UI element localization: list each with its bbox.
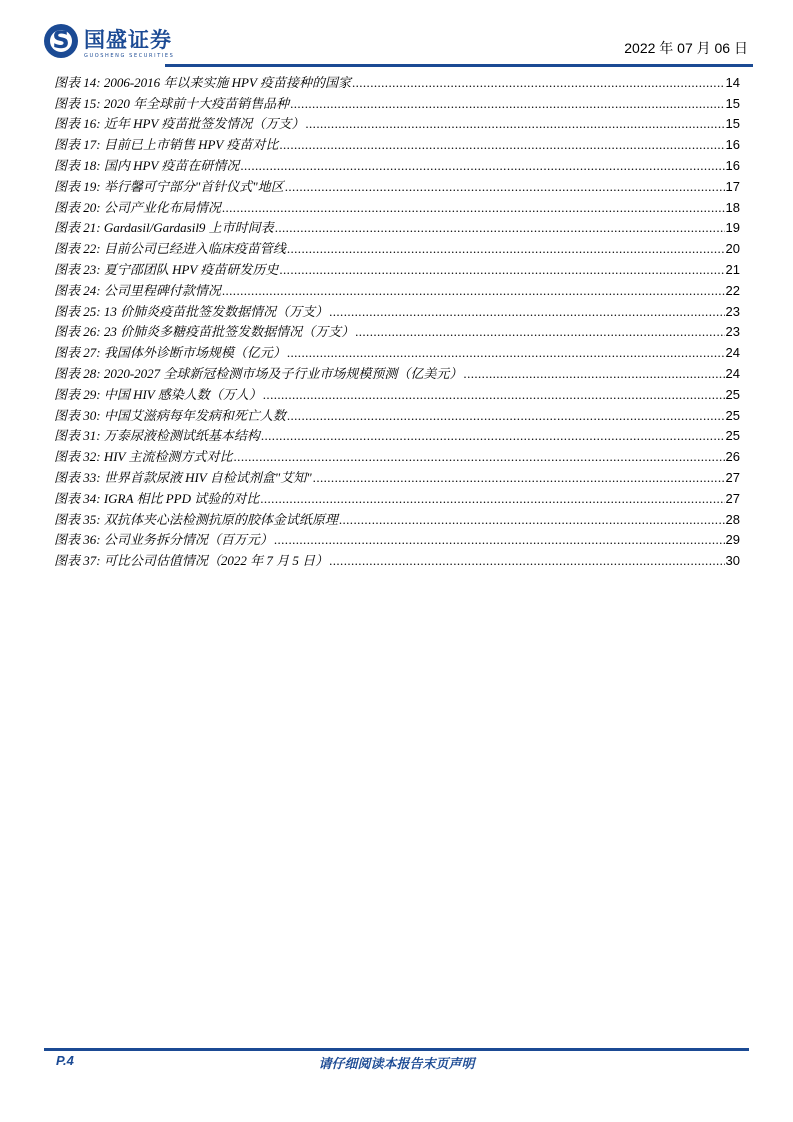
- toc-entry-page: 14: [725, 74, 740, 90]
- toc-leader-dots: [240, 158, 724, 174]
- toc-leader-dots: [313, 470, 725, 486]
- toc-entry-page: 20: [725, 241, 740, 257]
- toc-entry[interactable]: [54, 70, 740, 91]
- page-number: P.4: [56, 1053, 74, 1068]
- toc-leader-dots: [339, 512, 725, 528]
- toc-entry-page: 29: [725, 532, 740, 548]
- toc-entry-label: 图表 37: 可比公司估值情况（2022 年 7 月 5 日）: [54, 553, 329, 569]
- toc-leader-dots: [260, 491, 724, 507]
- toc-entry[interactable]: [54, 340, 740, 361]
- toc-entry[interactable]: [54, 465, 740, 486]
- toc-entry[interactable]: [54, 132, 740, 153]
- header-divider: [165, 64, 753, 67]
- toc-leader-dots: [287, 345, 725, 361]
- toc-entry-page: 19: [725, 220, 740, 236]
- toc-entry-label: 图表 18: 国内 HPV 疫苗在研情况: [54, 157, 240, 173]
- toc-entry-page: 25: [725, 386, 740, 402]
- toc-leader-dots: [263, 387, 725, 403]
- toc-entry[interactable]: [54, 444, 740, 465]
- toc-entry[interactable]: [54, 257, 740, 278]
- toc-entry-label: 图表 28: 2020-2027 全球新冠检测市场及子行业市场规模预测（亿美元）: [54, 365, 463, 381]
- toc-entry-label: 图表 23: 夏宁邵团队 HPV 疫苗研发历史: [54, 261, 279, 277]
- toc-entry-label: 图表 19: 举行馨可宁部分"首针仪式"地区: [54, 178, 284, 194]
- toc-entry[interactable]: [54, 299, 740, 320]
- toc-entry-page: 17: [725, 178, 740, 194]
- toc-leader-dots: [279, 262, 724, 278]
- toc-leader-dots: [463, 366, 724, 382]
- toc-entry-page: 21: [725, 261, 740, 277]
- toc-entry[interactable]: [54, 403, 740, 424]
- toc-leader-dots: [287, 241, 725, 257]
- toc-entry-label: 图表 17: 目前已上市销售 HPV 疫苗对比: [54, 137, 279, 153]
- toc-entry-label: 图表 25: 13 价肺炎疫苗批签发数据情况（万支）: [54, 303, 329, 319]
- toc-entry-page: 27: [725, 469, 740, 485]
- toc-entry-label: 图表 32: HIV 主流检测方式对比: [54, 449, 233, 465]
- toc-entry-label: 图表 27: 我国体外诊断市场规模（亿元）: [54, 345, 286, 361]
- toc-leader-dots: [261, 428, 725, 444]
- toc-entry-label: 图表 29: 中国 HIV 感染人数（万人）: [54, 386, 262, 402]
- toc-entry[interactable]: [54, 507, 740, 528]
- toc-leader-dots: [329, 553, 724, 569]
- toc-entry-label: 图表 33: 世界首款尿液 HIV 自检试剂盒"艾知": [54, 469, 312, 485]
- figure-table-of-contents: [54, 70, 740, 569]
- toc-entry-label: 图表 20: 公司产业化布局情况: [54, 199, 221, 215]
- logo-text-cn: 国盛证券: [84, 28, 172, 52]
- toc-entry[interactable]: [54, 320, 740, 341]
- toc-entry-label: 图表 30: 中国艾滋病每年发病和死亡人数: [54, 407, 286, 423]
- toc-leader-dots: [279, 137, 724, 153]
- toc-entry-label: 图表 16: 近年 HPV 疫苗批签发情况（万支）: [54, 116, 305, 132]
- toc-leader-dots: [222, 283, 725, 299]
- toc-entry[interactable]: [54, 153, 740, 174]
- toc-entry-page: 25: [725, 428, 740, 444]
- footer-disclaimer: 请仔细阅读本报告末页声明: [318, 1057, 475, 1072]
- logo-mark-icon: [44, 24, 78, 58]
- footer-divider: [44, 1048, 749, 1051]
- toc-entry[interactable]: [54, 548, 740, 569]
- toc-entry[interactable]: [54, 174, 740, 195]
- toc-entry-page: 16: [725, 157, 740, 173]
- toc-leader-dots: [234, 449, 725, 465]
- toc-entry-label: 图表 35: 双抗体夹心法检测抗原的胶体金试纸原理: [54, 511, 338, 527]
- toc-entry-page: 30: [725, 553, 740, 569]
- toc-entry[interactable]: [54, 112, 740, 133]
- toc-entry[interactable]: [54, 195, 740, 216]
- toc-leader-dots: [352, 75, 725, 91]
- toc-entry-page: 16: [725, 137, 740, 153]
- toc-leader-dots: [287, 408, 725, 424]
- report-date: 2022 年 07 月 06 日: [624, 40, 748, 56]
- toc-entry[interactable]: [54, 91, 740, 112]
- toc-entry-label: 图表 31: 万泰尿液检测试纸基本结构: [54, 428, 260, 444]
- toc-entry-page: 15: [725, 116, 740, 132]
- toc-entry-page: 25: [725, 407, 740, 423]
- toc-entry-page: 15: [725, 95, 740, 111]
- toc-entry[interactable]: [54, 382, 740, 403]
- toc-entry[interactable]: [54, 236, 740, 257]
- toc-leader-dots: [274, 532, 725, 548]
- toc-entry[interactable]: [54, 528, 740, 549]
- toc-entry-label: 图表 34: IGRA 相比 PPD 试验的对比: [54, 490, 260, 506]
- toc-leader-dots: [275, 220, 725, 236]
- toc-leader-dots: [222, 200, 725, 216]
- toc-entry-page: 24: [725, 365, 740, 381]
- toc-leader-dots: [305, 116, 724, 132]
- toc-entry-label: 图表 24: 公司里程碑付款情况: [54, 282, 221, 298]
- company-logo: [44, 24, 175, 62]
- logo-text-en: GUOSHENG SECURITIES: [84, 53, 175, 59]
- toc-entry-label: 图表 14: 2006-2016 年以来实施 HPV 疫苗接种的国家: [54, 74, 351, 90]
- toc-entry-page: 24: [725, 345, 740, 361]
- toc-leader-dots: [329, 304, 724, 320]
- toc-entry[interactable]: [54, 278, 740, 299]
- toc-entry-page: 28: [725, 511, 740, 527]
- toc-entry-label: 图表 21: Gardasil/Gardasil9 上市时间表: [54, 220, 274, 236]
- toc-entry[interactable]: [54, 361, 740, 382]
- toc-entry-label: 图表 26: 23 价肺炎多糖疫苗批签发数据情况（万支）: [54, 324, 355, 340]
- toc-leader-dots: [355, 324, 724, 340]
- toc-entry-page: 22: [725, 282, 740, 298]
- toc-entry-label: 图表 22: 目前公司已经进入临床疫苗管线: [54, 241, 286, 257]
- toc-entry[interactable]: [54, 216, 740, 237]
- toc-entry-page: 23: [725, 324, 740, 340]
- toc-entry-page: 18: [725, 199, 740, 215]
- toc-entry-label: 图表 15: 2020 年全球前十大疫苗销售品种: [54, 95, 290, 111]
- toc-entry-page: 27: [725, 490, 740, 506]
- toc-entry[interactable]: [54, 486, 740, 507]
- toc-entry[interactable]: [54, 424, 740, 445]
- toc-entry-label: 图表 36: 公司业务拆分情况（百万元）: [54, 532, 273, 548]
- toc-entry-page: 23: [725, 303, 740, 319]
- toc-entry-page: 26: [725, 449, 740, 465]
- toc-leader-dots: [285, 179, 725, 195]
- toc-leader-dots: [290, 96, 724, 112]
